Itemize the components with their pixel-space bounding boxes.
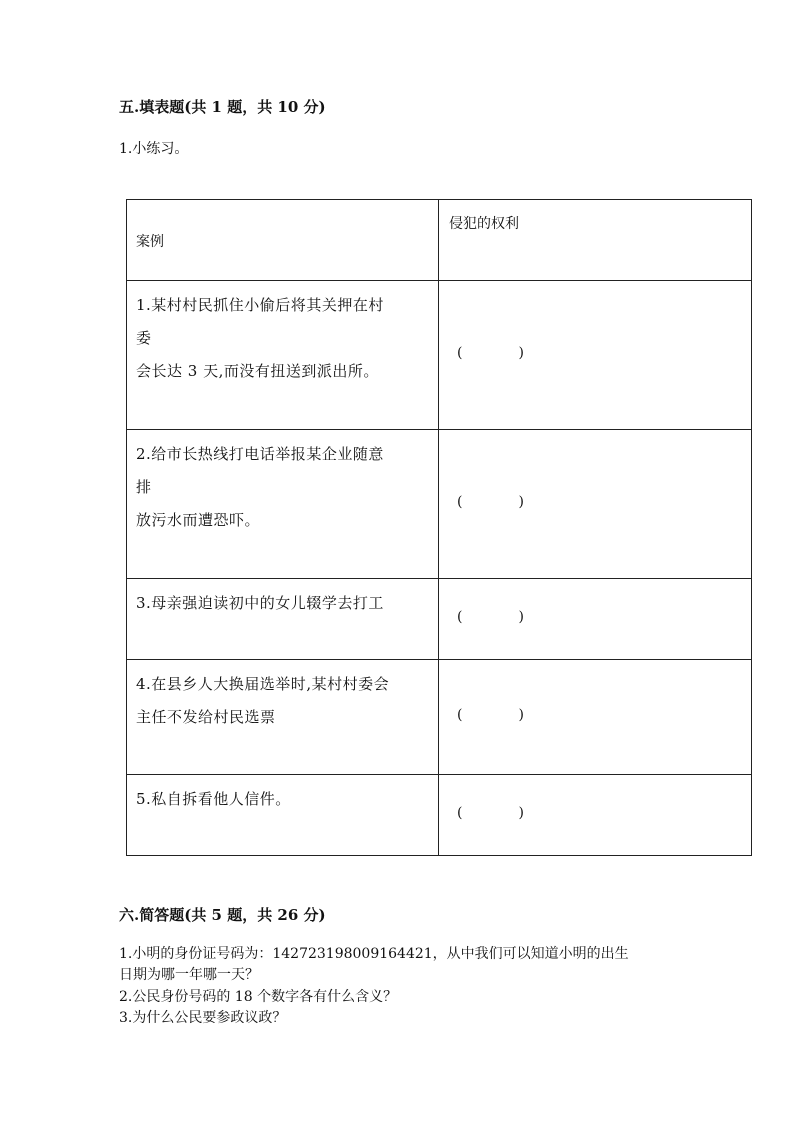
answer-cell[interactable]: [439, 430, 752, 579]
header-right-label: 侵犯的权利: [449, 216, 519, 232]
table-row: [127, 281, 752, 430]
answer-blank[interactable]: [457, 609, 524, 625]
case-line: 3.母亲强迫读初中的女儿辍学去打工: [136, 594, 384, 612]
close-paren: ): [518, 609, 524, 625]
case-line: 1.某村村民抓住小偷后将其关押在村: [136, 296, 384, 314]
table-header-row: [127, 200, 752, 281]
short-answer-line: 1.小明的身份证号码为：142723198009164421，从中我们可以知道小明的出生: [119, 946, 629, 962]
open-paren: (: [457, 609, 463, 625]
case-cell: [127, 430, 439, 579]
short-answer-line: 2.公民身份号码的 18 个数字各有什么含义？: [119, 989, 398, 1005]
case-text: [136, 587, 436, 620]
answer-blank[interactable]: [457, 345, 524, 361]
open-paren: (: [457, 707, 463, 723]
answer-cell[interactable]: [439, 660, 752, 775]
close-paren: ): [518, 494, 524, 510]
header-right-cell: [439, 200, 752, 281]
short-answer-line: 3.为什么公民要参政议政？: [119, 1010, 287, 1026]
close-paren: ): [518, 707, 524, 723]
answer-cell[interactable]: [439, 281, 752, 430]
short-answer-line: 日期为哪一年哪一天？: [119, 967, 259, 983]
case-line: 2.给市长热线打电话举报某企业随意: [136, 445, 384, 463]
case-text: [136, 668, 436, 734]
section-5-title: 五.填表题(共 1 题，共 10 分): [119, 98, 326, 116]
table-row: [127, 430, 752, 579]
case-line: 会长达 3 天,而没有扭送到派出所。: [136, 362, 379, 380]
case-line: 主任不发给村民选票: [136, 708, 276, 726]
question-1-text: 1.小练习。: [119, 141, 189, 157]
case-text: [136, 783, 436, 816]
case-cell: [127, 660, 439, 775]
case-line: 4.在县乡人大换届选举时,某村村委会: [136, 675, 390, 693]
table-row: [127, 579, 752, 660]
case-text: [136, 289, 436, 388]
answer-cell[interactable]: [439, 579, 752, 660]
header-case-cell: [127, 200, 439, 281]
case-cell: [127, 281, 439, 430]
table-row: [127, 660, 752, 775]
case-line: 5.私自拆看他人信件。: [136, 790, 291, 808]
case-cell: [127, 775, 439, 856]
answer-blank[interactable]: [457, 494, 524, 510]
case-line: 委: [136, 329, 152, 347]
close-paren: ): [518, 805, 524, 821]
case-line: 排: [136, 478, 152, 496]
answer-blank[interactable]: [457, 805, 524, 821]
header-case-label: 案例: [136, 234, 164, 250]
table-row: [127, 775, 752, 856]
rights-table: [126, 199, 752, 856]
close-paren: ): [518, 345, 524, 361]
answer-cell[interactable]: [439, 775, 752, 856]
answer-blank[interactable]: [457, 707, 524, 723]
case-cell: [127, 579, 439, 660]
section-6-title: 六.简答题(共 5 题，共 26 分): [119, 906, 326, 924]
case-text: [136, 438, 436, 537]
open-paren: (: [457, 494, 463, 510]
case-line: 放污水而遭恐吓。: [136, 511, 261, 529]
open-paren: (: [457, 345, 463, 361]
open-paren: (: [457, 805, 463, 821]
